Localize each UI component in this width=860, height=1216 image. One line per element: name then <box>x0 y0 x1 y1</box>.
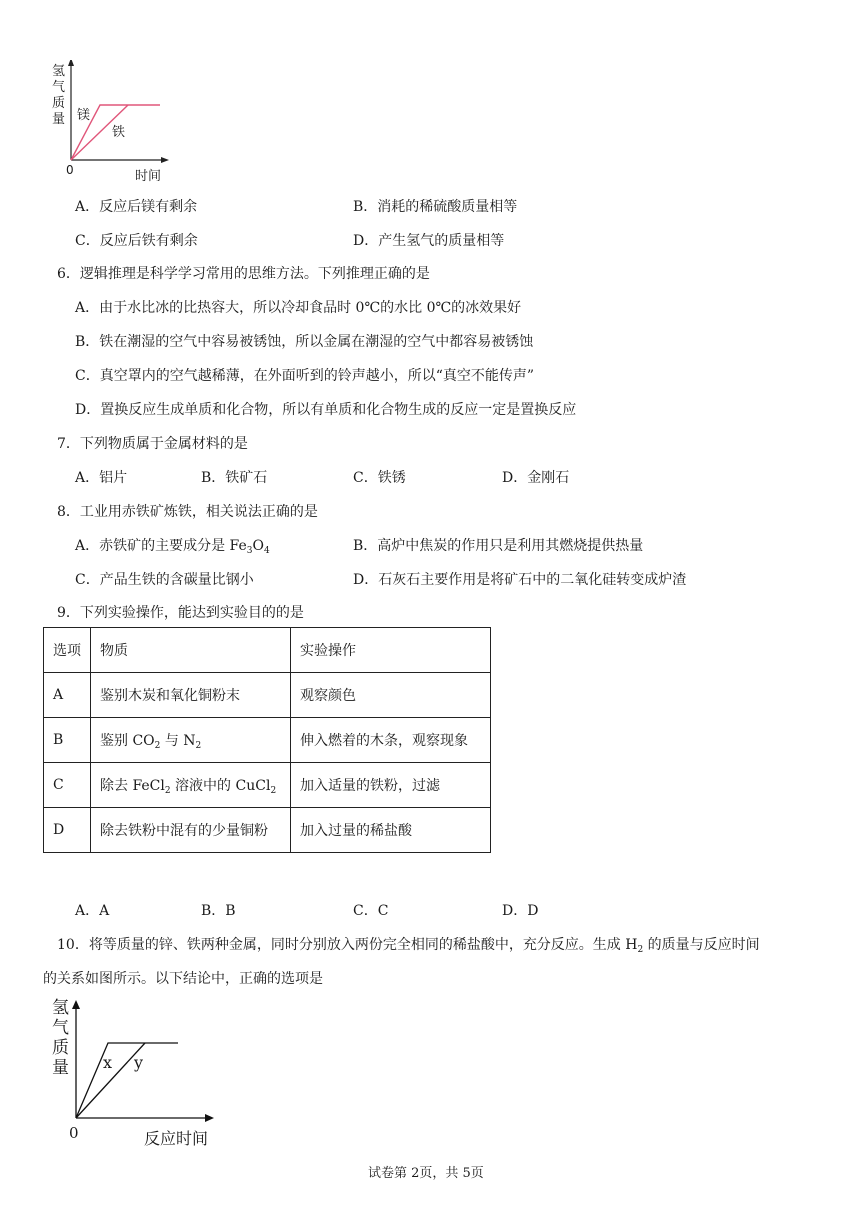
page-footer: 试卷第 2页，共 5页 <box>368 1166 484 1181</box>
y-label-char: 氢 <box>52 64 66 79</box>
q7-option-a[interactable]: A．铝片 <box>75 470 128 486</box>
graph2-line-x <box>76 1043 178 1118</box>
q9-option-a[interactable]: A．A <box>75 903 110 919</box>
q8-option-b[interactable]: B．高炉中焦炭的作用只是利用其燃烧提供热量 <box>353 538 644 554</box>
q7-option-c[interactable]: C．铁锈 <box>353 470 406 486</box>
table-cell-option: B <box>44 718 91 763</box>
q9-option-c[interactable]: C．C <box>353 903 389 919</box>
table-header-row <box>44 628 491 673</box>
cell-text: 溶液中的 CuCl <box>170 778 271 794</box>
y-label-char: 量 <box>52 112 66 127</box>
subscript: 2 <box>195 741 202 751</box>
cell-text: 鉴别 CO <box>100 733 155 749</box>
subscript: 4 <box>264 546 270 556</box>
table-header-cell: 物质 <box>91 628 291 673</box>
graph2-label-x: x <box>103 1053 113 1072</box>
q8-option-a[interactable] <box>75 535 270 555</box>
q9-option-d[interactable]: D．D <box>502 903 539 919</box>
q6-option-a[interactable]: A．由于水比冰的比热容大，所以冷却食品时 0℃的水比 0℃的冰效果好 <box>75 300 522 316</box>
q7-option-b[interactable]: B．铁矿石 <box>201 470 268 486</box>
y-label-char: 质 <box>52 96 66 111</box>
table-cell-option: D <box>44 808 91 853</box>
table-cell-operation: 加入适量的铁粉，过滤 <box>291 763 491 808</box>
table-header-cell: 选项 <box>44 628 91 673</box>
table-row <box>44 673 491 718</box>
graph1-y-arrow <box>68 60 74 66</box>
table-cell-option: C <box>44 763 91 808</box>
q8-a-text: A．赤铁矿的主要成分是 Fe <box>75 538 247 554</box>
q10-stem-line1 <box>57 934 760 954</box>
graph2-y-arrow <box>72 1000 80 1009</box>
table-row <box>44 718 491 763</box>
q7-option-d[interactable]: D．金刚石 <box>502 470 570 486</box>
q8-option-c[interactable]: C．产品生铁的含碳量比钢小 <box>75 572 254 588</box>
cell-text: 与 N <box>160 733 196 749</box>
table-row <box>44 763 491 808</box>
table-cell-operation: 观察颜色 <box>291 673 491 718</box>
subscript: 2 <box>637 945 644 955</box>
subscript: 2 <box>164 786 171 796</box>
subscript: 3 <box>246 546 253 556</box>
graph1-x-label: 时间 <box>135 169 162 184</box>
table-cell-operation: 加入过量的稀盐酸 <box>291 808 491 853</box>
q6-option-b[interactable]: B．铁在潮湿的空气中容易被锈蚀，所以金属在潮湿的空气中都容易被锈蚀 <box>75 334 534 350</box>
subscript: 2 <box>270 786 277 796</box>
q6-option-d[interactable]: D．置换反应生成单质和化合物，所以有单质和化合物生成的反应一定是置换反应 <box>75 402 577 418</box>
table-cell-substance <box>91 718 291 763</box>
graph1-label-mg: 镁 <box>77 108 91 123</box>
q9-option-b[interactable]: B．B <box>201 903 236 919</box>
table-cell-substance: 除去铁粉中混有的少量铜粉 <box>91 808 291 853</box>
q5-option-b[interactable]: B．消耗的稀硫酸质量相等 <box>353 199 518 215</box>
table-row <box>44 808 491 853</box>
q5-option-c[interactable]: C．反应后铁有剩余 <box>75 233 198 249</box>
q5-option-a[interactable]: A．反应后镁有剩余 <box>75 199 198 215</box>
q9-table <box>43 627 491 853</box>
q8-a-text: O <box>252 538 265 554</box>
q5-option-d[interactable]: D．产生氢气的质量相等 <box>353 233 505 249</box>
graph2-origin-label: 0 <box>69 1124 79 1142</box>
y-label-char: 气 <box>52 1018 69 1038</box>
q10-text: 的质量与反应时间 <box>643 937 760 953</box>
subscript: 2 <box>154 741 161 751</box>
y-label-char: 氢 <box>52 998 69 1018</box>
q9-stem: 9．下列实验操作，能达到实验目的的是 <box>57 605 304 621</box>
graph1-x-arrow <box>161 157 169 163</box>
q6-option-c[interactable]: C．真空罩内的空气越稀薄，在外面听到的铃声越小，所以“真空不能传声” <box>75 368 535 384</box>
table-cell-operation: 伸入燃着的木条，观察现象 <box>291 718 491 763</box>
y-label-char: 气 <box>52 80 66 95</box>
table-cell-substance <box>91 763 291 808</box>
graph2-x-arrow <box>205 1114 214 1122</box>
q10-stem-line2: 的关系如图所示。以下结论中，正确的选项是 <box>43 971 323 987</box>
graph2-label-y: y <box>134 1053 144 1072</box>
table-cell-substance: 鉴别木炭和氧化铜粉末 <box>91 673 291 718</box>
q7-stem: 7．下列物质属于金属材料的是 <box>57 436 248 452</box>
graph1-label-fe: 铁 <box>112 125 126 140</box>
cell-text: 除去 FeCl <box>100 778 165 794</box>
q8-stem: 8．工业用赤铁矿炼铁，相关说法正确的是 <box>57 504 318 520</box>
table-cell-option: A <box>44 673 91 718</box>
y-label-char: 质 <box>52 1038 69 1058</box>
graph2-x-label: 反应时间 <box>144 1129 209 1148</box>
q10-text: 10．将等质量的锌、铁两种金属，同时分别放入两份完全相同的稀盐酸中，充分反应。生成 H <box>57 937 638 953</box>
table-header-cell: 实验操作 <box>291 628 491 673</box>
q8-option-d[interactable]: D．石灰石主要作用是将矿石中的二氧化硅转变成炉渣 <box>353 572 687 588</box>
graph1-origin-label: 0 <box>66 163 74 177</box>
q6-stem: 6．逻辑推理是科学学习常用的思维方法。下列推理正确的是 <box>57 266 430 282</box>
y-label-char: 量 <box>52 1058 69 1078</box>
